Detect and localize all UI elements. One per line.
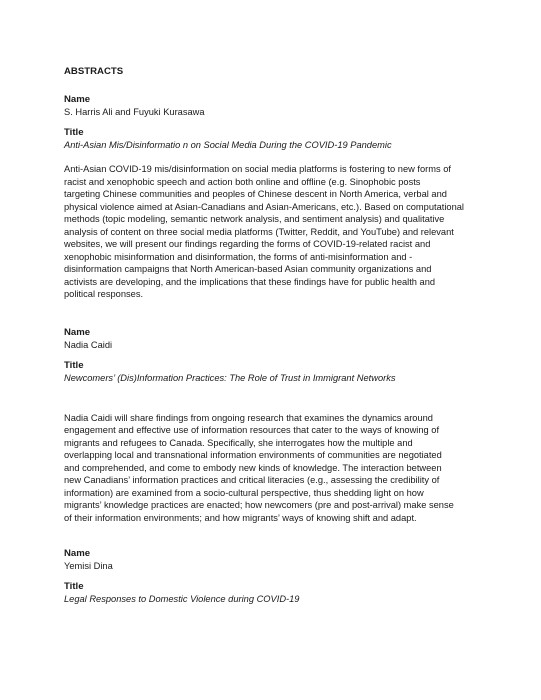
abstract-title: Anti-Asian Mis/Disinformatio n on Social Media During the COVID-19 Pandemic [64, 140, 392, 150]
abstract-line: targeting Chinese communities and peoples of Chinese descent in North America, verbal and [64, 189, 447, 199]
abstract-line: overlapping local and transnational information environments of communities are negotiated [64, 450, 442, 460]
title-label: Title [64, 359, 84, 371]
abstract-line: methods (topic modeling, semantic network analysis, and sentiment analysis) and qualitative [64, 214, 445, 224]
abstract-line: racist and xenophobic speech and action both online and offline (e.g. Sinophobic posts [64, 176, 421, 187]
name-label: Name [64, 548, 91, 559]
abstract-line: Anti-Asian COVID-19 mis/disinformation on social media platforms is fostering to new forms of [64, 164, 452, 174]
abstract-line: information) are examined from a socio-cultural perspective, thus shedding light on how [64, 487, 424, 498]
abstract-line: political responses. [64, 289, 144, 299]
abstract-entry-1 [64, 94, 484, 301]
abstract-line: disinformation campaigns that North American-based Asian community organizations and [64, 264, 432, 274]
abstracts-heading: ABSTRACTS [64, 66, 124, 77]
abstract-text [64, 412, 484, 525]
abstract-line: physical violence aimed at Asian-Canadians and Asian-Americans, etc.). Based on computational [64, 201, 464, 212]
abstract-entry-3 [64, 548, 484, 605]
abstract-title: Legal Responses to Domestic Violence during COVID-19 [64, 594, 300, 604]
abstract-line: analysis of content on three social media platforms (Twitter, Reddit, and YouTube) and relevant [64, 226, 454, 237]
abstract-text [64, 163, 484, 301]
abstract-line: of their information environments; and how migrants’ ways of knowing shift and adapt. [64, 512, 417, 523]
abstract-line: websites, we will present our findings regarding the forms of COVID-19-related racist and [64, 239, 431, 249]
abstract-line: migrants and refugees to Canada. Specifically, she interrogates how the multiple and [64, 437, 413, 448]
abstract-entry-2 [64, 327, 484, 525]
author-name: Yemisi Dina [64, 561, 113, 571]
abstract-line: engagement and effective use of information resources that cater to the ways of knowing of [64, 425, 440, 435]
abstract-line: new Canadians’ information practices and critical literacies (e.g., assessing the credibility of [64, 475, 440, 485]
document-page [64, 66, 484, 605]
title-label: Title [64, 127, 84, 138]
author-name: S. Harris Ali and Fuyuki Kurasawa [64, 107, 205, 117]
abstract-line: xenophobic misinformation and disinformation, the forms of anti-misinformation and - [64, 251, 413, 262]
name-label: Name [64, 326, 91, 338]
title-label: Title [64, 581, 84, 592]
name-label: Name [64, 94, 91, 105]
abstract-line: and comprehended, and come to embody new kinds of knowledge. The interaction between [64, 462, 442, 473]
abstract-line: migrants’ knowledge practices are enacted; how newcomers (pre and post-arrival) make sense [64, 500, 454, 510]
author-name: Nadia Caidi [64, 339, 113, 350]
abstract-line: Nadia Caidi will share findings from ongoing research that examines the dynamics around [64, 412, 433, 423]
abstract-line: activists are developing, and the implications that these findings have for public health and [64, 276, 436, 287]
abstract-title: Newcomers’ (Dis)Information Practices: The Role of Trust in Immigrant Networks [64, 372, 396, 383]
